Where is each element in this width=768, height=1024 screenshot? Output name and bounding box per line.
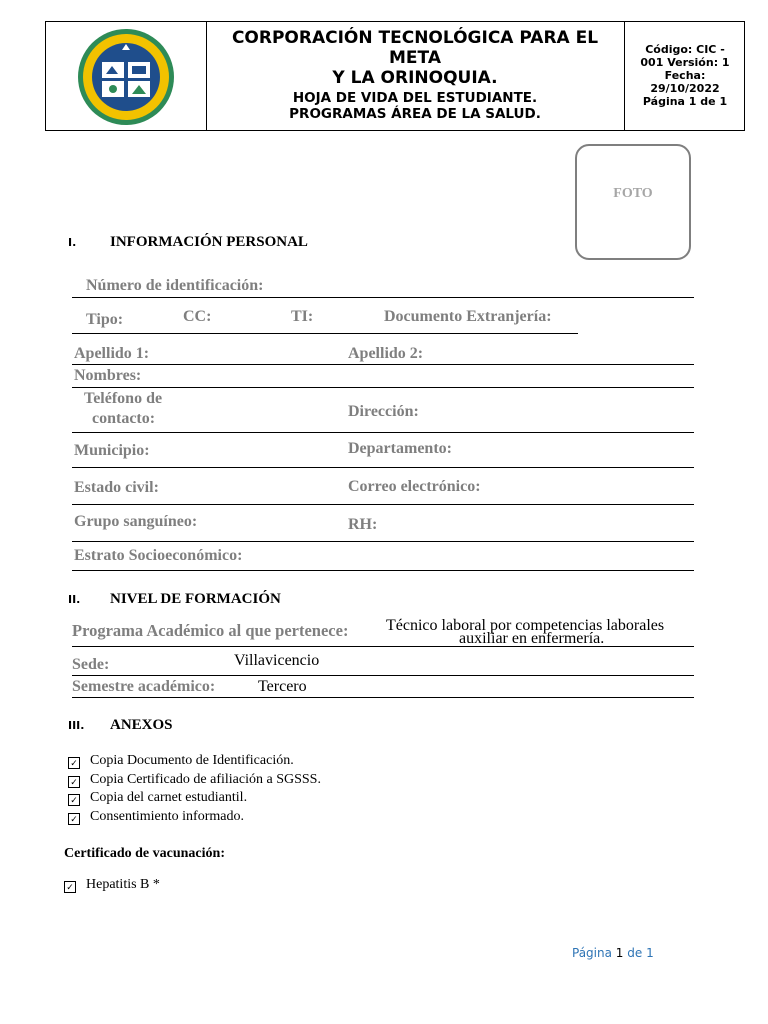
estado-civil-line xyxy=(72,504,694,505)
tipo-line xyxy=(72,333,578,334)
grupo-line xyxy=(72,541,694,542)
programa-line xyxy=(72,646,694,647)
section-3-number: III. xyxy=(68,719,85,732)
semestre-label: Semestre académico: xyxy=(72,678,216,695)
semestre-line xyxy=(72,697,694,698)
annex-item[interactable] xyxy=(68,809,244,825)
annex-item-label: Copia del carnet estudiantil. xyxy=(90,790,248,805)
section-1-number: I. xyxy=(68,236,77,249)
checkbox-checked-icon[interactable]: ✓ xyxy=(68,757,80,769)
annex-item[interactable] xyxy=(68,772,321,788)
title-line-2: META xyxy=(389,48,441,68)
section-3-title: ANEXOS xyxy=(110,717,173,733)
code-line-4: 29/10/2022 xyxy=(650,82,720,95)
code-line-5: Página 1 de 1 xyxy=(642,95,728,108)
id-line xyxy=(72,297,694,298)
footer-of-word: de xyxy=(627,946,643,960)
vaccination-title: Certificado de vacunación: xyxy=(64,846,225,861)
sede-label: Sede: xyxy=(72,656,110,673)
checkbox-checked-icon[interactable]: ✓ xyxy=(68,776,80,788)
logo-cell xyxy=(46,22,207,130)
photo-label: FOTO xyxy=(613,186,653,201)
footer-total: 1 xyxy=(646,946,654,960)
apellido2-label: Apellido 2: xyxy=(348,345,424,362)
telefono-line xyxy=(72,432,694,433)
annex-item-label: Consentimiento informado. xyxy=(90,809,244,824)
nombres-line xyxy=(72,387,694,388)
footer-page-num: 1 xyxy=(615,946,624,960)
section-1-title: INFORMACIÓN PERSONAL xyxy=(110,234,308,250)
code-cell xyxy=(625,22,745,130)
photo-box[interactable] xyxy=(575,144,691,260)
annex-item-label: Copia Certificado de afiliación a SGSSS. xyxy=(90,772,321,787)
correo-label: Correo electrónico: xyxy=(348,478,481,495)
estrato-label: Estrato Socioeconómico: xyxy=(74,547,243,564)
direccion-label: Dirección: xyxy=(348,403,419,420)
section-2-number: II. xyxy=(68,593,81,606)
apellido-line xyxy=(72,364,694,365)
rh-label: RH: xyxy=(348,516,378,533)
extranjeria-label[interactable]: Documento Extranjería: xyxy=(384,308,552,325)
code-line-1: Código: CIC - xyxy=(645,43,725,56)
section-2-title: NIVEL DE FORMACIÓN xyxy=(110,591,281,607)
checkbox-checked-icon[interactable]: ✓ xyxy=(68,813,80,825)
corpotecmeta-logo xyxy=(46,22,206,130)
footer-page-word: Página xyxy=(572,946,612,960)
subtitle-line-1: HOJA DE VIDA DEL ESTUDIANTE. xyxy=(292,90,538,106)
section-training-level xyxy=(68,591,281,608)
apellido1-label: Apellido 1: xyxy=(74,345,150,362)
code-line-2: 001 Versión: 1 xyxy=(640,56,730,69)
title-line-1: CORPORACIÓN TECNOLÓGICA PARA EL xyxy=(231,28,599,48)
estrato-line xyxy=(72,570,694,571)
vaccination-item-label: Hepatitis B * xyxy=(86,877,160,892)
cc-label[interactable]: CC: xyxy=(183,308,212,325)
nombres-label: Nombres: xyxy=(74,367,142,384)
grupo-sanguineo-label: Grupo sanguíneo: xyxy=(74,513,198,530)
annex-item[interactable] xyxy=(68,790,247,806)
annex-item-label: Copia Documento de Identificación. xyxy=(90,753,294,768)
header-table xyxy=(45,21,745,131)
telefono-label-1: Teléfono de xyxy=(84,390,163,407)
title-cell xyxy=(206,22,625,130)
annex-item[interactable] xyxy=(68,753,294,769)
municipio-label: Municipio: xyxy=(74,442,150,459)
municipio-line xyxy=(72,467,694,468)
checkbox-checked-icon[interactable]: ✓ xyxy=(68,794,80,806)
telefono-label-2: contacto: xyxy=(92,410,156,427)
vaccination-item[interactable] xyxy=(64,877,160,893)
section-personal-info xyxy=(68,234,308,251)
id-label: Número de identificación: xyxy=(86,277,264,294)
subtitle-line-2: PROGRAMAS ÁREA DE LA SALUD. xyxy=(289,106,541,122)
sede-value: Villavicencio xyxy=(234,652,320,669)
programa-value-2: auxiliar en enfermería. xyxy=(459,630,605,647)
tipo-label: Tipo: xyxy=(86,311,124,328)
page-footer xyxy=(572,946,654,960)
title-line-3: Y LA ORINOQUIA. xyxy=(332,68,498,88)
sede-line xyxy=(72,675,694,676)
checkbox-checked-icon[interactable]: ✓ xyxy=(64,881,76,893)
programa-value-1: Técnico laboral por competencias laborales xyxy=(386,617,665,634)
semestre-value: Tercero xyxy=(258,678,307,695)
estado-civil-label: Estado civil: xyxy=(74,479,159,496)
programa-label: Programa Académico al que pertenece: xyxy=(72,621,349,640)
ti-label[interactable]: TI: xyxy=(291,308,314,325)
code-line-3: Fecha: xyxy=(664,69,706,82)
departamento-label: Departamento: xyxy=(348,440,452,457)
section-annexes xyxy=(68,717,173,734)
